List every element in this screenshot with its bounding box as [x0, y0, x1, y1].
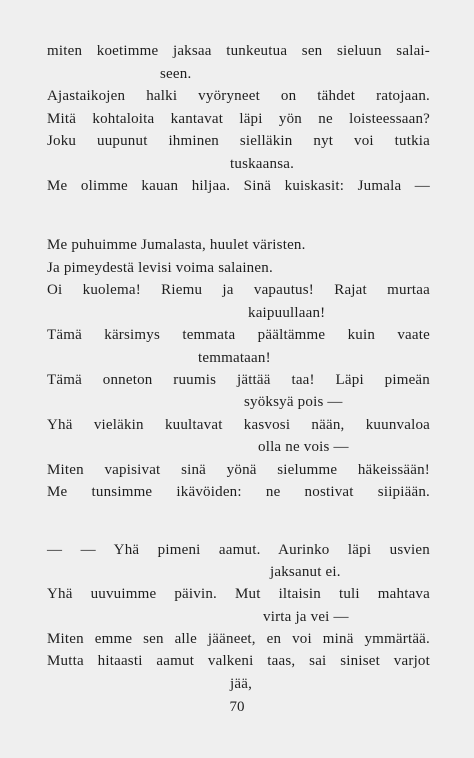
poem-line: temmataan!	[198, 350, 271, 366]
poem-line: Me olimme kauan hiljaa. Sinä kuiskasit: Jumala —	[47, 178, 430, 194]
poem-line: kaipuullaan!	[248, 305, 326, 321]
poem-line: Ja pimeydestä levisi voima salainen.	[47, 260, 273, 276]
poem-line: — — Yhä pimeni aamut. Aurinko läpi usvien	[47, 542, 430, 558]
poem-line: Me tunsimme ikävöiden: ne nostivat siipiään.	[47, 484, 430, 500]
poem-line: Mutta hitaasti aamut valkeni taas, sai siniset varjot	[47, 653, 430, 669]
poem-line: Mitä kohtaloita kantavat läpi yön ne loisteessaan?	[47, 111, 430, 127]
poem-line: jää,	[230, 676, 253, 692]
poem-line: Yhä vieläkin kuultavat kasvosi nään, kuunvaloa	[47, 417, 430, 433]
poem-line: Miten emme sen alle jääneet, en voi minä ymmärtää.	[47, 631, 430, 647]
poem-line: miten koetimme jaksaa tunkeutua sen sieluun salai-	[47, 43, 430, 59]
poem-line: seen.	[160, 66, 192, 82]
poem-line: Yhä uuvuimme päivin. Mut iltaisin tuli mahtava	[47, 586, 430, 602]
poem-line: Joku uupunut ihminen sielläkin nyt voi tutkia	[47, 133, 430, 149]
poem-line: Miten vapisivat sinä yönä sielumme häkeissään!	[47, 462, 430, 478]
poem-line: jaksanut ei.	[270, 564, 341, 580]
poem-line: syöksyä pois —	[244, 394, 343, 410]
poem-line: tuskaansa.	[230, 156, 295, 172]
poem-line: Tämä kärsimys temmata päältämme kuin vaate	[47, 327, 430, 343]
poem-line: Ajastaikojen halki vyöryneet on tähdet ratojaan.	[47, 88, 430, 104]
poem-line: virta ja vei —	[263, 609, 349, 625]
poem-line: olla ne vois —	[258, 439, 349, 455]
poem-line: Oi kuolema! Riemu ja vapautus! Rajat murtaa	[47, 282, 430, 298]
page-number: 70	[229, 699, 245, 715]
poem-line: Tämä onneton ruumis jättää taa! Läpi pimeän	[47, 372, 430, 388]
poem-line: Me puhuimme Jumalasta, huulet väristen.	[47, 237, 306, 253]
